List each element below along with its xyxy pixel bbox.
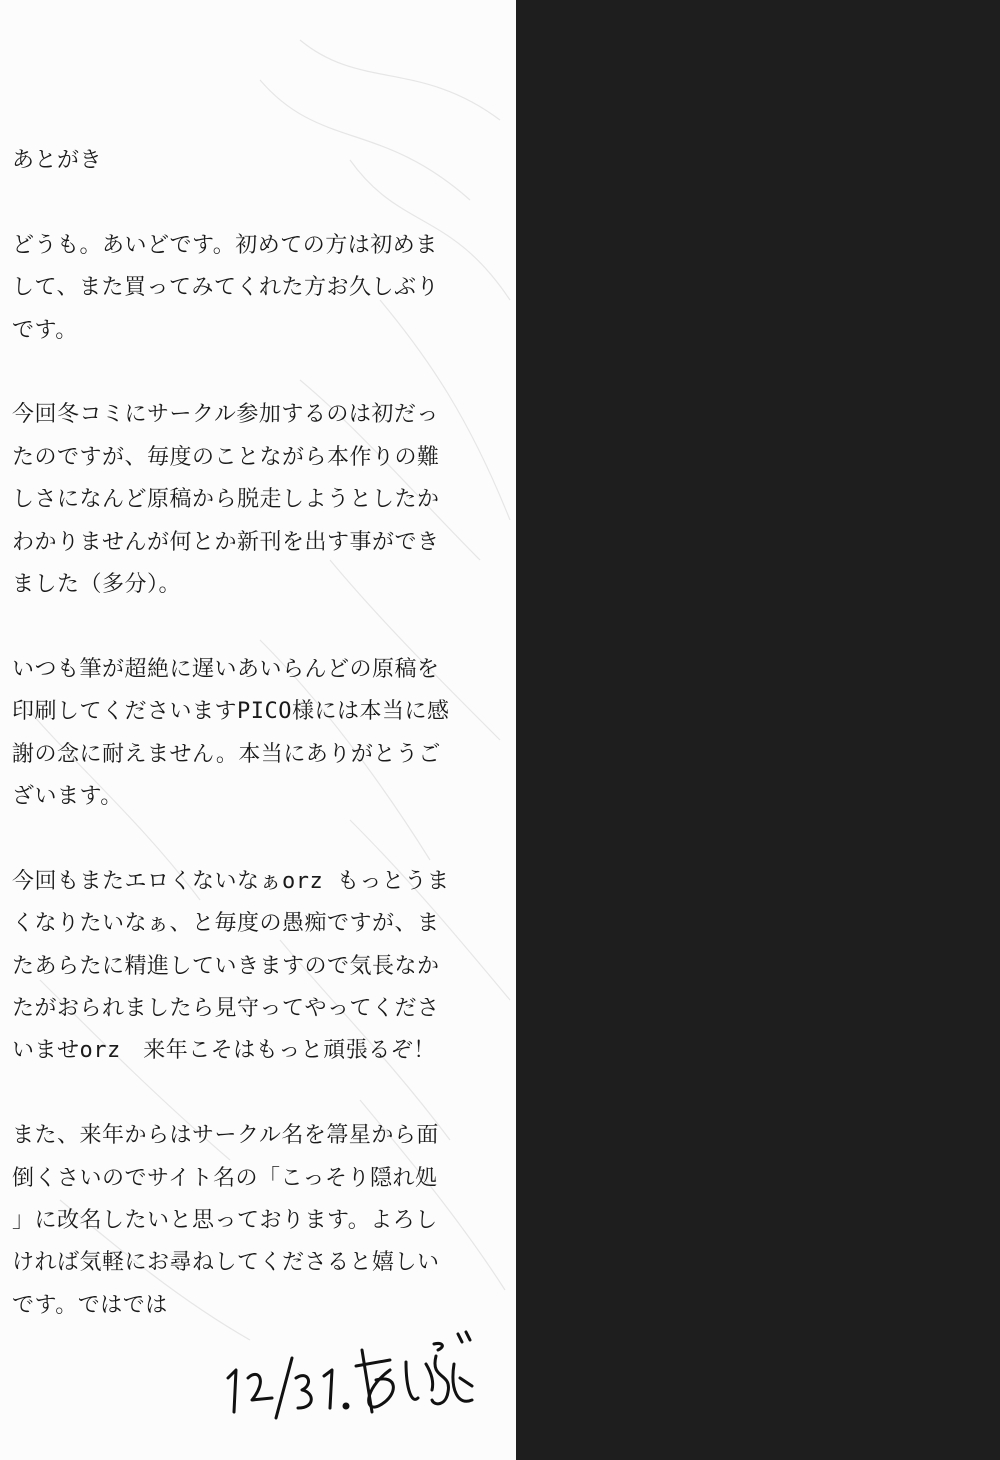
paragraph-circle-rename: また、来年からはサークル名を箒星から面 倒くさいのでサイト名の「こっそり隠れ処 」に改名したいと思っております。よろし ければ気軽にお尋ねしてくださると嬉しい です。ではでは	[12, 1123, 440, 1318]
afterword-text	[12, 140, 512, 1370]
afterword-title: あとがき	[12, 148, 103, 173]
paragraph-greeting: どうも。あいどです。初めての方は初めま して、また買ってみてくれた方お久しぶり です。	[12, 232, 440, 343]
dark-facing-page	[516, 0, 1000, 1460]
paragraph-thanks: いつも筆が超絶に遅いあいらんどの原稿を 印刷してくださいますPICO様には本当に感 謝の念に耐えません。本当にありがとうご ざいます。	[12, 656, 450, 810]
handwritten-signature	[222, 1320, 482, 1420]
paragraph-reflection: 今回もまたエロくないなぁorz もっとうま くなりたいなぁ、と毎度の愚痴ですが、ま たあらたに精進していきますので気長なか たがおられましたら見守ってやってくださ いませorz 来年こそはもっと頑張るぞ！	[12, 868, 450, 1064]
paragraph-comiket: 今回冬コミにサークル参加するのは初だっ たのですが、毎度のことながら本作りの難 しさになんど原稿から脱走しようとしたか わかりませんが何とか新刊を出す事ができ ました（多分）。	[12, 402, 440, 598]
